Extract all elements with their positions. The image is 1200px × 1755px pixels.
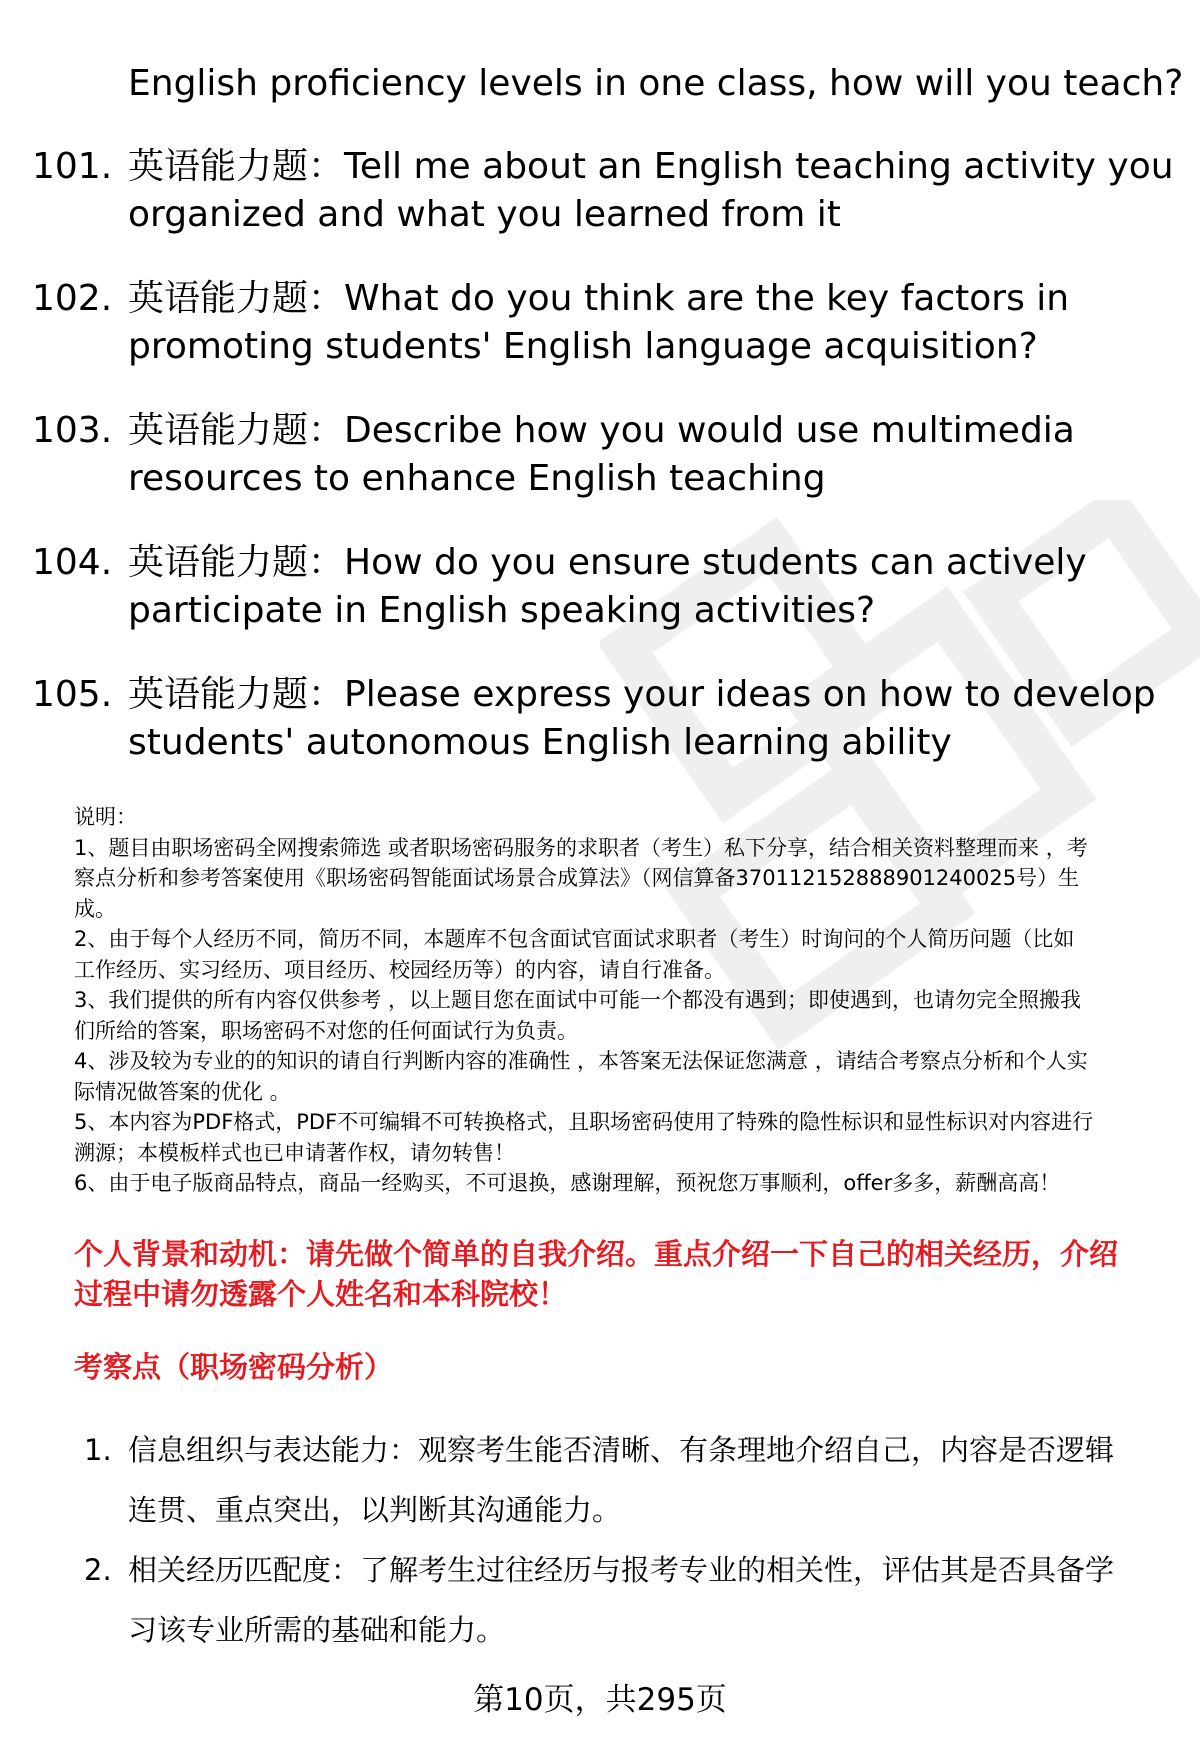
question-number: 101. [32,146,113,187]
question-number: 105. [32,674,113,715]
notes-line: 察点分析和参考答案使用《职场密码智能面试场景合成算法》（网信算备370112152888901240025号）生 [74,866,1080,890]
question-item [32,275,1172,371]
notes-title: 说明： [74,805,137,829]
question-continuation: English proficiency levels in one class, how will you teach? [128,63,1184,104]
assessment-point [84,1540,1164,1660]
question-line: 英语能力题：Please express your ideas on how to develop [128,674,1156,715]
point-number: 2. [84,1553,112,1587]
section-heading [74,1234,1174,1314]
question-line: organized and what you learned from it [128,194,841,235]
notes-line: 1、题目由职场密码全网搜索筛选 或者职场密码服务的求职者（考生）私下分享，结合相关资料整理而来 ，考 [74,835,1088,860]
point-line: 习该专业所需的基础和能力。 [128,1613,506,1647]
point-number: 1. [84,1433,112,1467]
notes-line: 工作经历、实习经历、项目经历、校园经历等）的内容，请自行准备。 [74,957,725,982]
notes-line: 际情况做答案的优化 。 [74,1079,291,1104]
notes-section [74,802,1164,1199]
notes-line: 2、由于每个人经历不同，简历不同，本题库不包含面试官面试求职者（考生）时询问的个人简历问题（比如 [74,927,1075,951]
question-item [32,671,1172,767]
question-item [32,407,1172,503]
assessment-point [84,1420,1164,1540]
page-footer: 第10页，共295页 [473,1682,727,1718]
notes-line: 们所给的答案，职场密码不对您的任何面试行为负责。 [74,1018,578,1043]
section-subheading: 考察点（职场密码分析） [74,1350,394,1384]
section-heading-line: 过程中请勿透露个人姓名和本科院校！ [74,1277,568,1311]
notes-line: 4、涉及较为专业的的知识的请自行判断内容的准确性 ，本答案无法保证您满意 ，请结合考察点分析和个人实 [74,1049,1088,1073]
question-line: resources to enhance English teaching [128,458,826,499]
notes-line: 成。 [74,896,116,921]
notes-line: 3、我们提供的所有内容仅供参考 ，以上题目您在面试中可能一个都没有遇到；即使遇到，也请勿完全照搬我 [74,988,1082,1012]
question-line: promoting students' English language acquisition? [128,326,1038,367]
point-line: 信息组织与表达能力：观察考生能否清晰、有条理地介绍自己，内容是否逻辑 [128,1433,1115,1467]
question-line: 英语能力题：Tell me about an English teaching activity you [128,146,1174,187]
question-line: participate in English speaking activities? [128,590,876,631]
point-line: 连贯、重点突出，以判断其沟通能力。 [128,1493,622,1527]
question-number: 104. [32,542,113,583]
notes-line: 溯源；本模板样式也已申请著作权，请勿转售！ [74,1140,515,1165]
question-number: 103. [32,410,113,451]
question-line: students' autonomous English learning ability [128,722,952,763]
section-heading-line: 个人背景和动机：请先做个简单的自我介绍。重点介绍一下自己的相关经历，介绍 [74,1237,1119,1271]
question-line: 英语能力题：What do you think are the key factors in [128,278,1070,319]
question-item [32,539,1172,635]
notes-line: 5、本内容为PDF格式，PDF不可编辑不可转换格式，且职场密码使用了特殊的隐性标识和显性标识对内容进行 [74,1110,1094,1134]
question-item [32,143,1172,239]
question-line: 英语能力题：Describe how you would use multimedia [128,410,1075,451]
question-line: 英语能力题：How do you ensure students can actively [128,542,1087,583]
point-line: 相关经历匹配度：了解考生过往经历与报考专业的相关性，评估其是否具备学 [128,1553,1115,1587]
notes-line: 6、由于电子版商品特点，商品一经购买，不可退换，感谢理解，预祝您万事顺利，offer多多，薪酬高高！ [74,1171,1061,1195]
question-number: 102. [32,278,113,319]
